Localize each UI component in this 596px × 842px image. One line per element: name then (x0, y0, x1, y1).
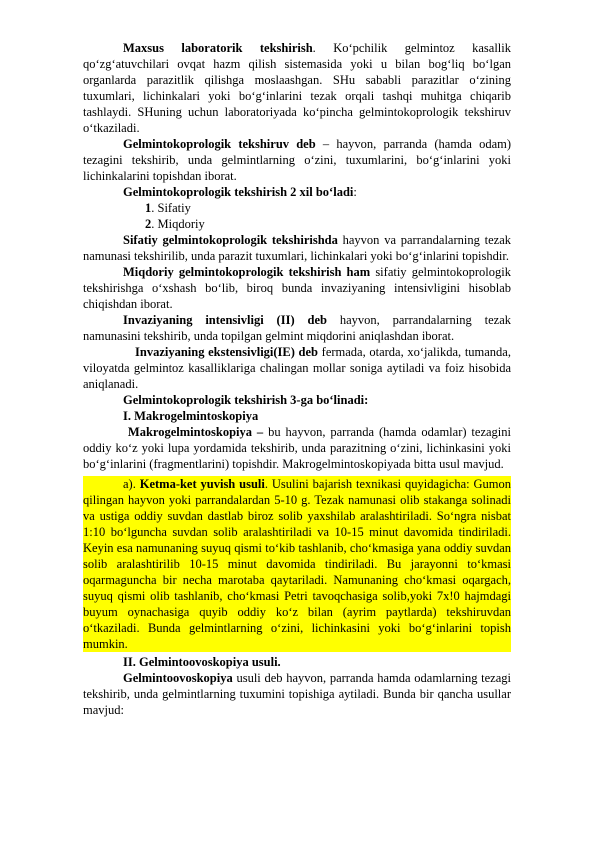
paragraph-miqdoriy (83, 264, 511, 312)
list-number: 1 (145, 201, 152, 215)
paragraph-text: hayvon va parrandalarning tezak namunasi tekshirilib, unda parazit tuxumlari, lichinkalari yoki bo‘g‘inlarini topishdir. (83, 233, 511, 263)
paragraph-sifatiy (83, 232, 511, 264)
heading-gelmintoovoskopiya-text: II. Gelmintoovoskopiya usuli. (123, 655, 281, 669)
paragraph-text: – hayvon, parranda (hamda odam) tezagini tekshirib, unda gelmintlarning o‘zini, tuxumlarini, bo‘g‘inlarini yoki lichinkalarini topishdan iborat. (83, 137, 511, 183)
paragraph-makrogelmintoskopiya (83, 424, 511, 472)
term-maxsus-laboratorik: Maxsus laboratorik tekshirish (123, 41, 313, 55)
list-number: 2 (145, 217, 152, 231)
term-ekstensivligi: Invaziyaning ekstensivligi(IE) deb (135, 345, 319, 359)
list-item-sifatiy (83, 200, 511, 216)
term-gelmintoovoskopiya: Gelmintoovoskopiya (123, 671, 233, 685)
paragraph-text: . Ko‘pchilik gelmintoz kasallik qo‘zg‘atuvchilari ovqat hazm qilish sistemasida yoki u bilan bog‘liq bo‘lgan organlarda parazitlik qilishga moslaashgan. SHu sababli parazitlar o‘zining tuxumlari, lichinkalari yoki bo‘g‘inlarini tezak orqali tashqi muhitga chiqarib tashlaydi. SHuning uchun laboratoriyada ko‘pincha gelmintokoprologik tekshiruv o‘tkaziladi. (83, 41, 511, 135)
term-ketma-ket: Ketma-ket yuvish usuli (139, 477, 265, 491)
paragraph-ketma-ket (83, 476, 511, 652)
paragraph-intensivligi (83, 312, 511, 344)
heading-two-types: Gelmintokoprologik tekshirish 2 xil bo‘ladi (123, 185, 354, 199)
heading-makrogelmintoskopiya-text: I. Makrogelmintoskopiya (123, 409, 259, 423)
document-page (83, 40, 511, 718)
paragraph-text: fermada, otarda, xo‘jalikda, tumanda, viloyatda gelmintoz kasalliklariga chalingan mollar soniga aytiladi va foiz hisobida aniqlanadi. (83, 345, 511, 391)
heading-gelmintoovoskopiya (83, 654, 511, 670)
paragraph-gelmintokoprologik-definition (83, 136, 511, 184)
paragraph-text: : (353, 185, 357, 199)
term-sifatiy: Sifatiy gelmintokoprologik tekshirishda (123, 233, 338, 247)
paragraph-text: . Usulini bajarish texnikasi quyidagicha: Gumon qilingan hayvon yoki parrandalardan 5-10 g. Tezak namunasi olib stakanga solinadi va ustiga oddiy suvdan dastlab biroz solib yaxshilab aralashtiriladi. So‘ngra nisbat 1:10 bo‘lguncha suvdan solib aralashtiriladi va 10-15 minut davomida tindiriladi. Keyin esa namunaning suyuq qismi to‘kib tashlanib, cho‘kmasiga yana oddiy suvdan solib aralashtirilib 10-15 minut davomida tindiriladi. Bu jarayonni to‘kmasi oqarmaguncha bir necha marotaba qaytariladi. Namunaning cho‘kmasi oqargach, suyuq qismi olib tashlanib, cho‘kmasi Petri tavoqchasiga solib,yoki 7x!0 hajmdagi buyum oynachasiga quyib oddiy ko‘z bilan (ayrim paytlarda) tekshiruvdan o‘tkaziladi. Bunda gelmintlarning o‘zini, lichinkasini yoki bo‘g‘inlarini topish mumkin. (83, 477, 511, 651)
paragraph-text: hayvon, parrandalarning tezak namunasini tekshirib, unda topilgan gelmint miqdorini aniqlashdan iborat. (83, 313, 511, 343)
paragraph-text: bu hayvon, parranda (hamda odamlar) tezagini oddiy ko‘z yoki lupa yordamida tekshirib, unda parazitning o‘zini, lichinkasini yoki bo‘g‘inlarini (fragmentlarini) topishdir. Makrogelmintoskopiyada bitta usul mavjud. (83, 425, 511, 471)
heading-makrogelmintoskopiya (83, 408, 511, 424)
term-makrogelmintoskopiya: Makrogelmintoskopiya – (127, 425, 264, 439)
item-prefix: a). (123, 477, 140, 491)
paragraph-maxsus-laboratorik (83, 40, 511, 136)
term-intensivligi: Invaziyaning intensivligi (II) deb (123, 313, 327, 327)
paragraph-ekstensivligi (83, 344, 511, 392)
list-text: . Miqdoriy (151, 217, 205, 231)
paragraph-text: sifatiy gelmintokoprologik tekshirishga o‘xshash bo‘lib, biroq bunda invaziyaning intensivligini hisoblab chiqishdan iborat. (83, 265, 511, 311)
highlighted-block (83, 476, 511, 652)
term-gelmintokoprologik-tekshiruv: Gelmintokoprologik tekshiruv deb (123, 137, 316, 151)
paragraph-gelmintoovoskopiya (83, 670, 511, 718)
paragraph-two-types (83, 184, 511, 200)
heading-three-types (83, 392, 511, 408)
heading-three-types-text: Gelmintokoprologik tekshirish 3-ga bo‘linadi: (123, 393, 369, 407)
term-miqdoriy: Miqdoriy gelmintokoprologik tekshirish ham (123, 265, 371, 279)
list-text: . Sifatiy (151, 201, 191, 215)
paragraph-text: usuli deb hayvon, parranda hamda odamlarning tezagi tekshirib, unda gelmintlarning tuxumini topishiga aytiladi. Bunda bir qancha usullar mavjud: (83, 671, 511, 717)
list-item-miqdoriy (83, 216, 511, 232)
